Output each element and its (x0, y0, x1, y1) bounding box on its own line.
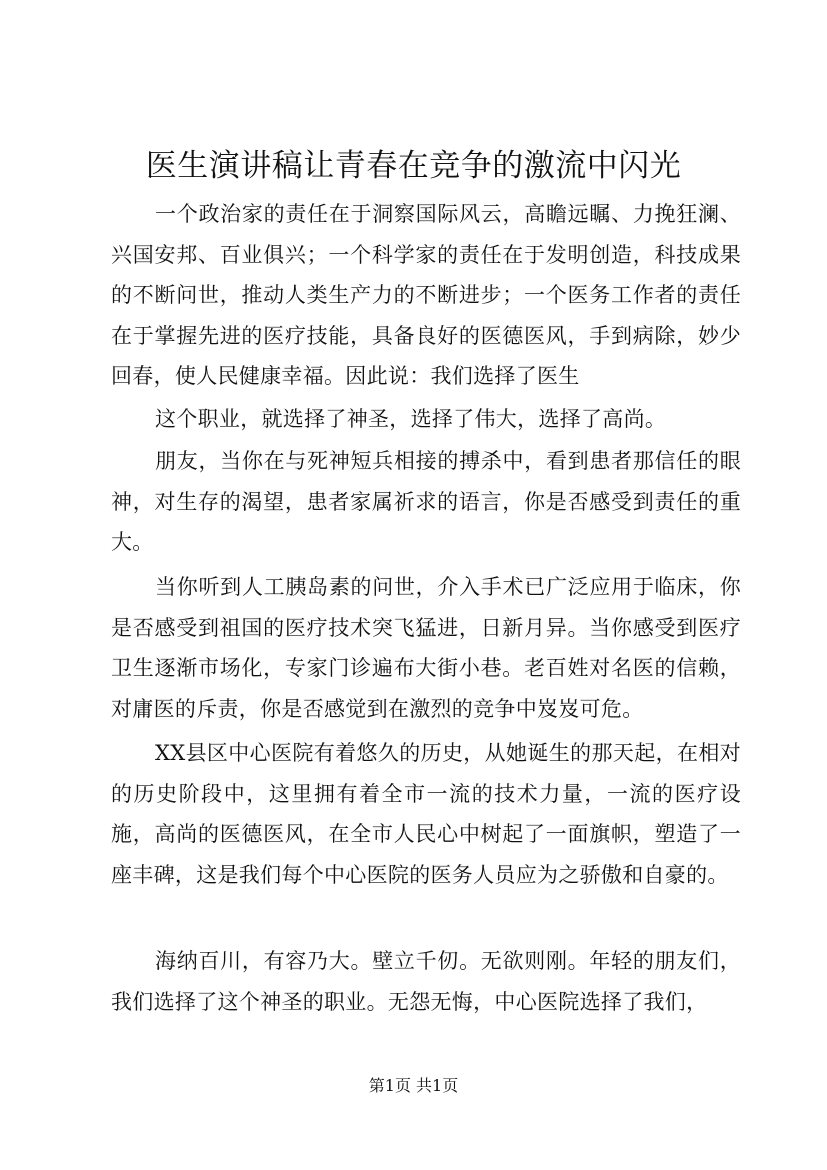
paragraph-6: 海纳百川，有容乃大。壁立千仞。无欲则刚。年轻的朋友们，我们选择了这个神圣的职业。无怨无悔，中心医院选择了我们， (111, 949, 741, 1014)
document-title: 医生演讲稿让青春在竞争的激流中闪光 (145, 148, 682, 184)
paragraph-1: 一个政治家的责任在于洞察国际风云，高瞻远瞩、力挽狂澜、兴国安邦、百业俱兴；一个科学家的责任在于发明创造，科技成果的不断问世，推动人类生产力的不断进步；一个医务工作者的责任在于掌握先进的医疗技能，具备良好的医德医风，手到病除，妙少回春，使人民健康幸福。因此说：我们选择了医生 (111, 202, 741, 388)
paragraph-2: 这个职业，就选择了神圣，选择了伟大，选择了高尚。 (155, 407, 667, 431)
paragraph-5: XX县区中心医院有着悠久的历史，从她诞生的那天起，在相对的历史阶段中，这里拥有着全市一流的技术力量，一流的医疗设施，高尚的医德医风，在全市人民心中树起了一面旗帜，塑造了一座丰碑，这是我们每个中心医院的医务人员应为之骄傲和自豪的。 (111, 741, 741, 887)
page-footer: 第1页 共1页 (368, 1076, 459, 1095)
paragraph-3: 朋友，当你在与死神短兵相接的搏杀中，看到患者那信任的眼神，对生存的渴望，患者家属祈求的语言，你是否感受到责任的重大。 (111, 449, 741, 554)
paragraph-4: 当你听到人工胰岛素的问世，介入手术已广泛应用于临床，你是否感受到祖国的医疗技术突飞猛进，日新月异。当你感受到医疗卫生逐渐市场化，专家门诊遍布大街小巷。老百姓对名医的信赖，对庸医的斥责，你是否感觉到在激烈的竞争中岌岌可危。 (111, 575, 741, 721)
